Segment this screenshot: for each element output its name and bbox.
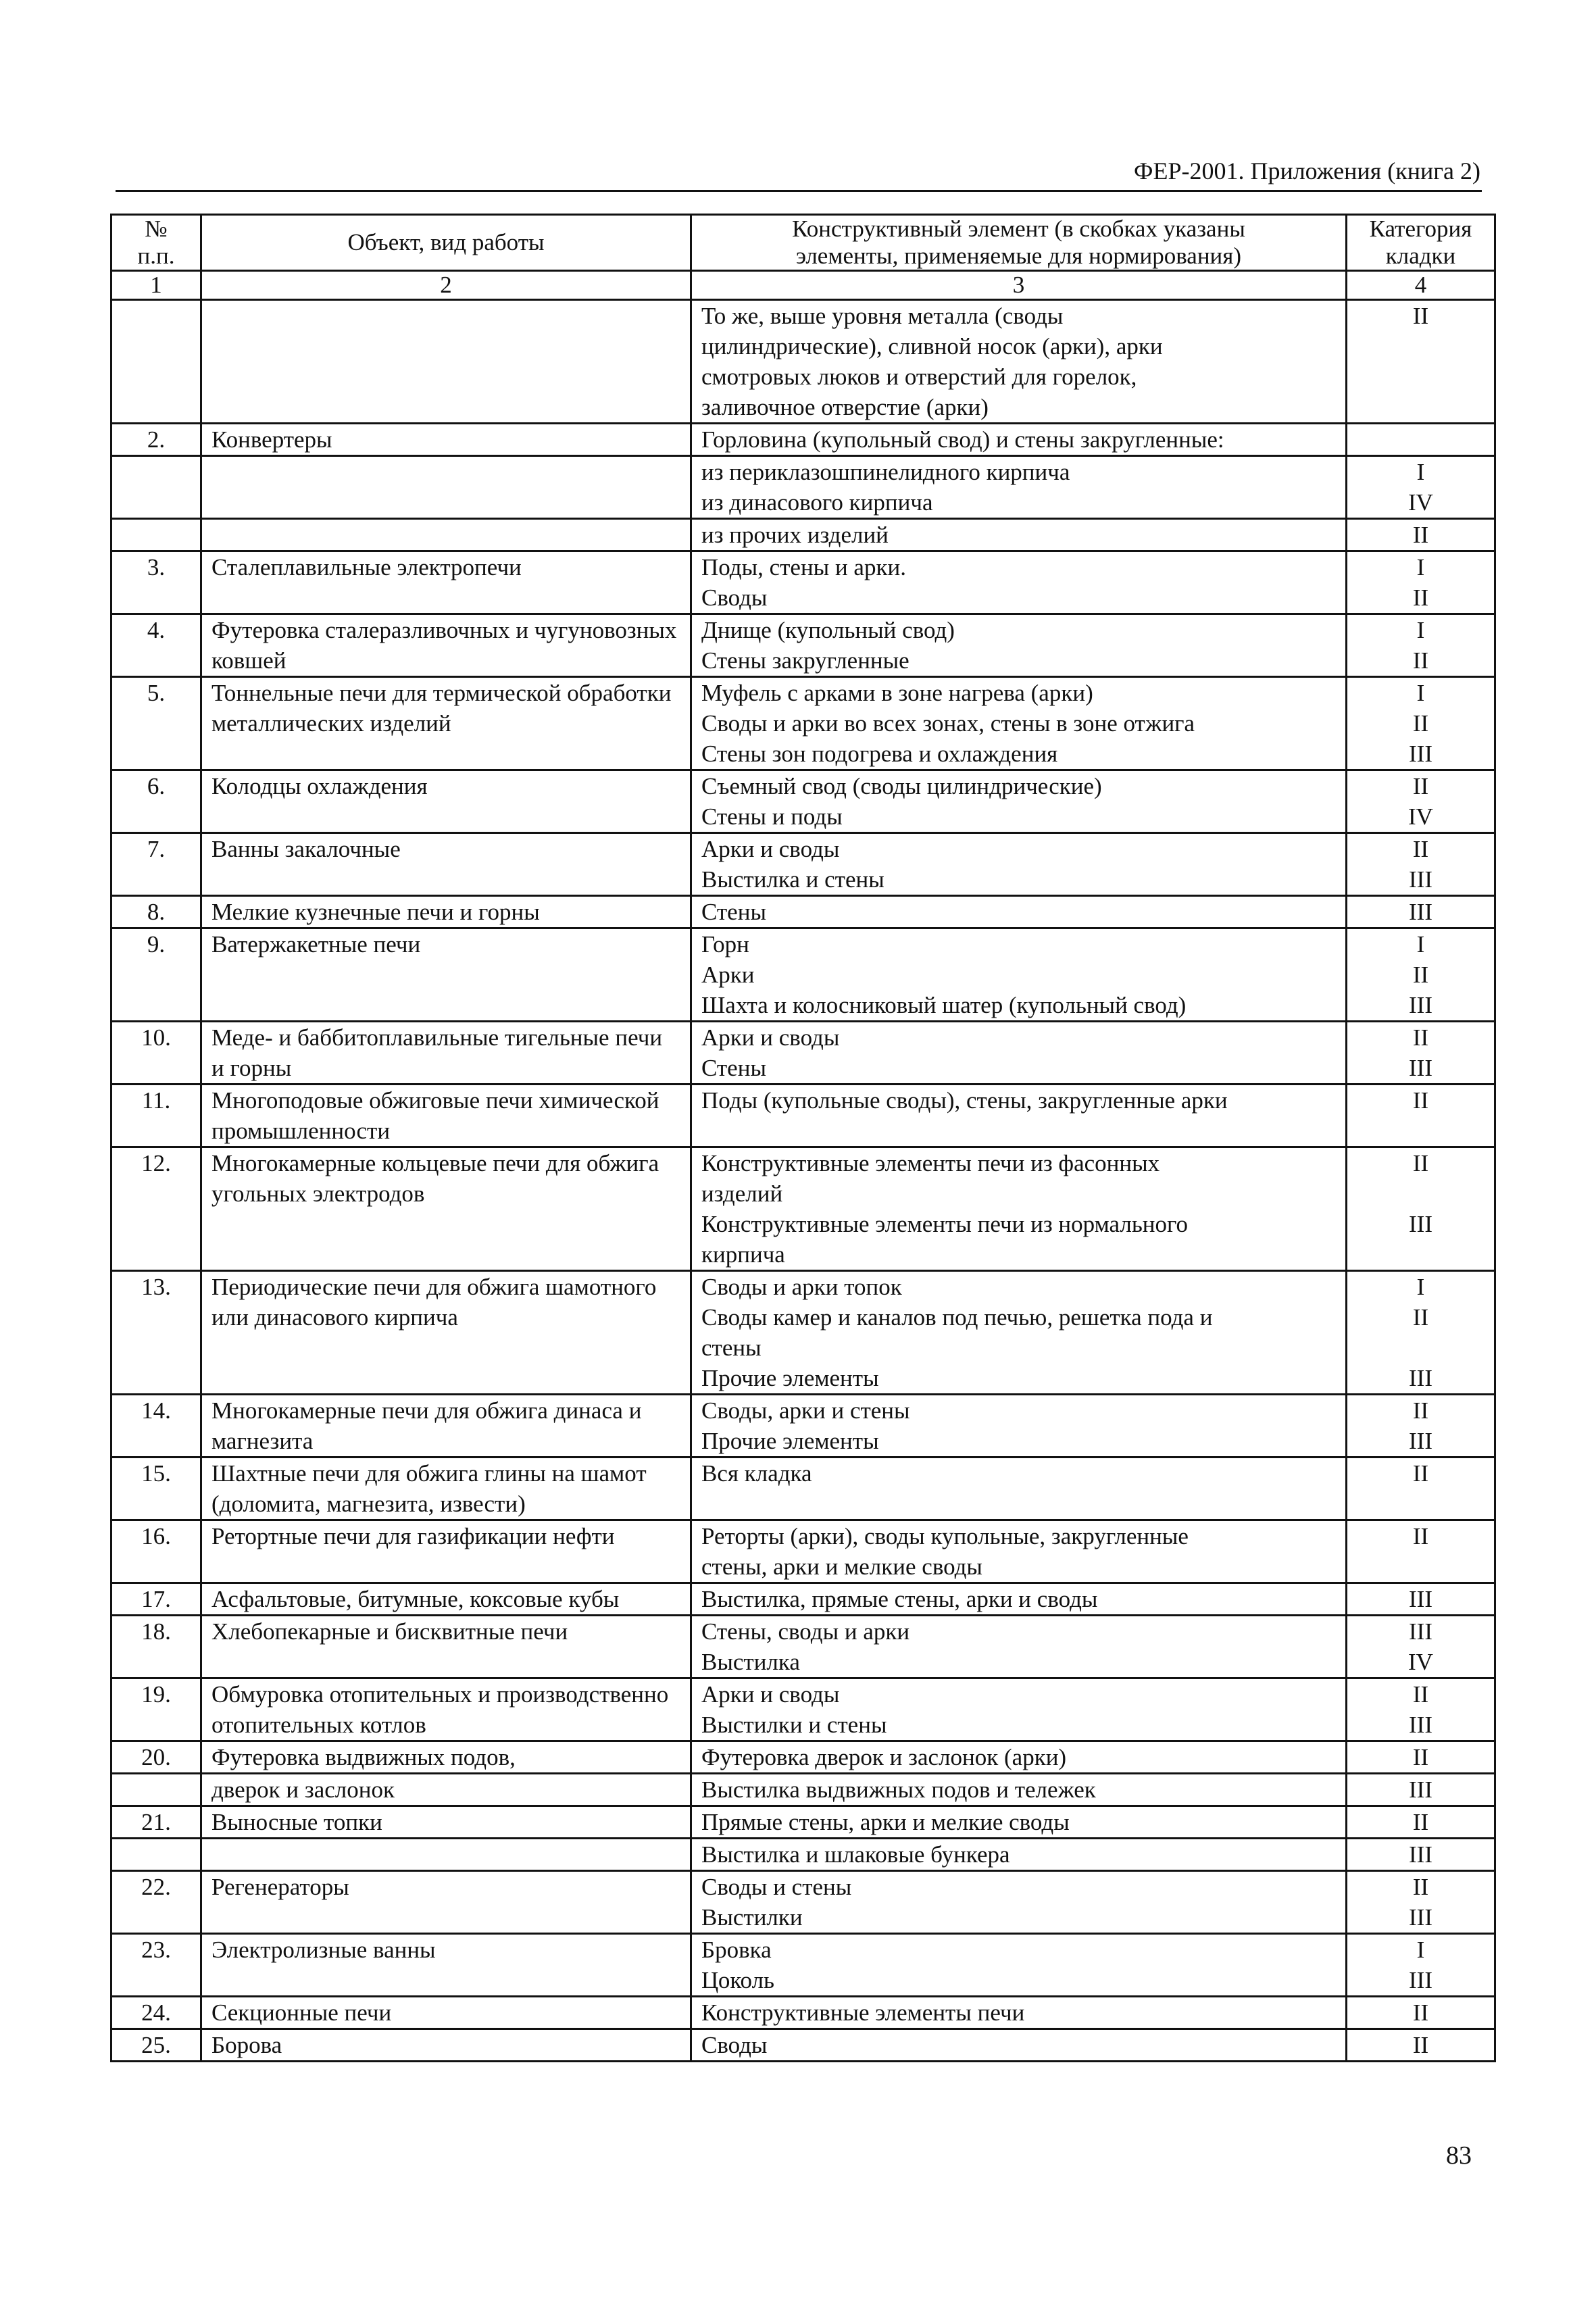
table-row <box>111 1147 1495 1271</box>
row-element <box>691 1934 1347 1997</box>
element-line: Стены и поды <box>701 803 843 830</box>
category-value: III <box>1409 1365 1432 1391</box>
column-index: 2 <box>201 271 691 300</box>
category-value: II <box>1412 584 1429 611</box>
row-number: 10. <box>111 1022 201 1085</box>
row-category <box>1347 770 1495 833</box>
table-row <box>111 1839 1495 1871</box>
row-object <box>201 1520 691 1583</box>
row-number: 23. <box>111 1934 201 1997</box>
table-row <box>111 1271 1495 1395</box>
element-line: Арки <box>701 962 755 988</box>
row-number: 17. <box>111 1583 201 1616</box>
category-value: III <box>1409 1776 1432 1803</box>
row-element <box>691 896 1347 928</box>
row-category <box>1347 614 1495 677</box>
row-element <box>691 1678 1347 1741</box>
category-value: I <box>1416 554 1425 580</box>
row-object <box>201 1616 691 1678</box>
row-object <box>201 896 691 928</box>
row-category <box>1347 928 1495 1022</box>
row-element <box>691 456 1347 519</box>
row-number: 13. <box>111 1271 201 1395</box>
element-line: из динасового кирпича <box>701 489 933 516</box>
row-object <box>201 1774 691 1806</box>
element-line: Поды, стены и арки. <box>701 554 906 580</box>
row-element <box>691 677 1347 770</box>
row-category <box>1347 1839 1495 1871</box>
element-line: Выстилки <box>701 1904 803 1931</box>
column-header-element <box>691 215 1347 271</box>
row-category <box>1347 519 1495 551</box>
category-value: IV <box>1408 803 1433 830</box>
object-text: Секционные печи <box>211 1999 392 2026</box>
row-number: 19. <box>111 1678 201 1741</box>
element-line: Горн <box>701 931 749 957</box>
row-category <box>1347 1678 1495 1741</box>
row-object <box>201 1022 691 1085</box>
element-line: изделий <box>701 1180 783 1207</box>
element-line: из периклазошпинелидного кирпича <box>701 459 1070 485</box>
element-line: из прочих изделий <box>701 522 889 548</box>
row-object <box>201 1678 691 1741</box>
row-object <box>201 1997 691 2029</box>
row-element <box>691 300 1347 424</box>
category-value: I <box>1416 459 1425 485</box>
table-row <box>111 1871 1495 1934</box>
row-number: 3. <box>111 551 201 614</box>
table-row <box>111 1678 1495 1741</box>
column-header-number <box>111 215 201 271</box>
category-value: II <box>1412 522 1429 548</box>
table-row <box>111 2029 1495 2062</box>
table-index-row <box>111 271 1495 300</box>
category-value: II <box>1412 647 1429 674</box>
row-category <box>1347 1774 1495 1806</box>
row-category <box>1347 1997 1495 2029</box>
table-row <box>111 1458 1495 1520</box>
row-object <box>201 833 691 896</box>
element-line: Стены зон подогрева и охлаждения <box>701 741 1058 767</box>
element-line: Прямые стены, арки и мелкие своды <box>701 1809 1070 1835</box>
category-value: II <box>1412 303 1429 329</box>
row-number: 14. <box>111 1395 201 1458</box>
header-text: № <box>145 216 168 242</box>
category-value: III <box>1409 1428 1432 1454</box>
row-element <box>691 519 1347 551</box>
table-row <box>111 1934 1495 1997</box>
row-element <box>691 1806 1347 1839</box>
element-line: Арки и своды <box>701 1681 840 1708</box>
category-value: I <box>1416 680 1425 706</box>
row-number: 25. <box>111 2029 201 2062</box>
object-text: Шахтные печи для обжига глины на шамот (доломита, магнезита, извести) <box>211 1460 647 1517</box>
category-value: III <box>1409 1211 1432 1237</box>
header-text: п.п. <box>137 243 175 269</box>
row-element <box>691 1774 1347 1806</box>
table-row <box>111 770 1495 833</box>
table-row <box>111 928 1495 1022</box>
row-element <box>691 1839 1347 1871</box>
row-number: 21. <box>111 1806 201 1839</box>
row-category <box>1347 424 1495 456</box>
element-line: Стены, своды и арки <box>701 1618 910 1645</box>
row-category <box>1347 833 1495 896</box>
row-element <box>691 2029 1347 2062</box>
row-element <box>691 1271 1347 1395</box>
category-value: III <box>1409 1055 1432 1081</box>
table-row <box>111 456 1495 519</box>
row-object <box>201 770 691 833</box>
table-row <box>111 614 1495 677</box>
element-line: стены, арки и мелкие своды <box>701 1553 982 1580</box>
row-element <box>691 551 1347 614</box>
row-object <box>201 1271 691 1395</box>
object-text: Многокамерные кольцевые печи для обжига угольных электродов <box>211 1150 659 1207</box>
element-line: Своды и стены <box>701 1874 852 1900</box>
table-row <box>111 1774 1495 1806</box>
row-category <box>1347 1147 1495 1271</box>
document-header-title: ФЕР-2001. Приложения (книга 2) <box>1134 157 1480 184</box>
row-number: 5. <box>111 677 201 770</box>
row-object <box>201 2029 691 2062</box>
object-text: Конвертеры <box>211 426 332 453</box>
row-category <box>1347 1806 1495 1839</box>
category-value: IV <box>1408 489 1433 516</box>
table-row <box>111 896 1495 928</box>
row-category <box>1347 1741 1495 1774</box>
category-value <box>1357 424 1485 455</box>
header-text: Конструктивный элемент (в скобках указаны <box>792 216 1245 242</box>
row-object <box>201 614 691 677</box>
row-object <box>201 1871 691 1934</box>
row-object <box>201 551 691 614</box>
category-value: III <box>1409 1586 1432 1612</box>
element-line: Выстилка и стены <box>701 866 884 893</box>
element-line: Шахта и колосниковый шатер (купольный свод) <box>701 992 1187 1018</box>
category-value: III <box>1409 1712 1432 1738</box>
element-line: Съемный свод (своды цилиндрические) <box>701 773 1102 799</box>
element-line: Муфель с арками в зоне нагрева (арки) <box>701 680 1093 706</box>
object-text: Сталеплавильные электропечи <box>211 554 522 580</box>
row-object <box>201 519 691 551</box>
category-value: II <box>1412 2032 1429 2058</box>
category-value: II <box>1412 1681 1429 1708</box>
object-text: Колодцы охлаждения <box>211 773 428 799</box>
element-line: Арки и своды <box>701 836 840 862</box>
element-line: Выстилки и стены <box>701 1712 887 1738</box>
row-object <box>201 928 691 1022</box>
element-line: Поды (купольные своды), стены, закругленные арки <box>701 1087 1228 1114</box>
row-number <box>111 300 201 424</box>
row-number: 8. <box>111 896 201 928</box>
row-category <box>1347 300 1495 424</box>
table-row <box>111 1395 1495 1458</box>
header-text: элементы, применяемые для нормирования) <box>795 243 1242 269</box>
element-line: Стены закругленные <box>701 647 909 674</box>
element-line: Вся кладка <box>701 1460 812 1487</box>
row-category <box>1347 2029 1495 2062</box>
row-object <box>201 300 691 424</box>
row-number: 20. <box>111 1741 201 1774</box>
object-text: Ватержакетные печи <box>211 931 421 957</box>
category-value: II <box>1412 1523 1429 1549</box>
row-element <box>691 1458 1347 1520</box>
category-value: II <box>1412 1024 1429 1051</box>
table-row <box>111 424 1495 456</box>
element-line: Своды <box>701 2032 768 2058</box>
header-text: кладки <box>1385 243 1456 269</box>
table-body <box>111 300 1495 2062</box>
category-value <box>1357 1239 1485 1270</box>
row-number: 12. <box>111 1147 201 1271</box>
object-text: Меде- и баббитоплавильные тигельные печи и горны <box>211 1024 663 1081</box>
table-row <box>111 1997 1495 2029</box>
row-element <box>691 1147 1347 1271</box>
category-value: II <box>1412 710 1429 737</box>
header-divider <box>116 190 1482 192</box>
category-value: II <box>1412 1874 1429 1900</box>
table-row <box>111 677 1495 770</box>
category-value: III <box>1409 741 1432 767</box>
row-category <box>1347 551 1495 614</box>
row-category <box>1347 677 1495 770</box>
row-element <box>691 1616 1347 1678</box>
table-row <box>111 551 1495 614</box>
object-text: Электролизные ванны <box>211 1937 436 1963</box>
element-line: Выстилка <box>701 1649 800 1675</box>
category-value: IV <box>1408 1649 1433 1675</box>
table-row <box>111 1616 1495 1678</box>
object-text: Обмуровка отопительных и производственно отопительных котлов <box>211 1681 669 1738</box>
table-row <box>111 1520 1495 1583</box>
category-value: II <box>1412 773 1429 799</box>
category-value: II <box>1412 1087 1429 1114</box>
row-object <box>201 1085 691 1147</box>
table-row <box>111 1022 1495 1085</box>
row-number <box>111 519 201 551</box>
row-object <box>201 1839 691 1871</box>
element-line: Стены <box>701 899 766 925</box>
row-category <box>1347 896 1495 928</box>
row-element <box>691 833 1347 896</box>
object-text: Асфальтовые, битумные, коксовые кубы <box>211 1586 620 1612</box>
element-line: кирпича <box>701 1241 785 1268</box>
row-number: 2. <box>111 424 201 456</box>
element-line: Бровка <box>701 1937 772 1963</box>
category-value: II <box>1412 1809 1429 1835</box>
row-category <box>1347 1871 1495 1934</box>
element-line: Футеровка дверок и заслонок (арки) <box>701 1744 1067 1770</box>
element-line: Своды <box>701 584 768 611</box>
element-line: Своды и арки во всех зонах, стены в зоне отжига <box>701 710 1195 737</box>
element-line: Стены <box>701 1055 766 1081</box>
row-element <box>691 770 1347 833</box>
row-element <box>691 1395 1347 1458</box>
row-element <box>691 1583 1347 1616</box>
category-value: I <box>1416 1274 1425 1300</box>
row-category <box>1347 1520 1495 1583</box>
row-number: 16. <box>111 1520 201 1583</box>
object-text: Футеровка сталеразливочных и чугуновозных ковшей <box>211 617 677 674</box>
object-text: Выносные топки <box>211 1809 382 1835</box>
row-number: 24. <box>111 1997 201 2029</box>
element-line: Своды, арки и стены <box>701 1397 910 1424</box>
row-object <box>201 1458 691 1520</box>
table-row <box>111 1085 1495 1147</box>
element-line: Конструктивные элементы печи <box>701 1999 1025 2026</box>
row-number: 15. <box>111 1458 201 1520</box>
category-value: III <box>1409 866 1432 893</box>
row-element <box>691 1085 1347 1147</box>
row-number: 7. <box>111 833 201 896</box>
column-index: 1 <box>111 271 201 300</box>
category-value: III <box>1409 1618 1432 1645</box>
row-element <box>691 424 1347 456</box>
header-text: Категория <box>1369 216 1472 242</box>
element-line: Своды и арки топок <box>701 1274 902 1300</box>
element-line: Прочие элементы <box>701 1365 879 1391</box>
category-value <box>1357 1333 1485 1363</box>
row-object <box>201 1934 691 1997</box>
row-object <box>201 677 691 770</box>
row-object <box>201 1806 691 1839</box>
object-text: дверок и заслонок <box>211 1776 395 1803</box>
row-object <box>201 1147 691 1271</box>
row-object <box>201 1583 691 1616</box>
row-element <box>691 614 1347 677</box>
row-element <box>691 928 1347 1022</box>
element-line: Выстилка и шлаковые бункера <box>701 1841 1010 1868</box>
element-line: Днище (купольный свод) <box>701 617 955 643</box>
column-index: 3 <box>691 271 1347 300</box>
element-line: Выстилка, прямые стены, арки и своды <box>701 1586 1098 1612</box>
object-text: Многоподовые обжиговые печи химической промышленности <box>211 1087 659 1144</box>
row-category <box>1347 1458 1495 1520</box>
column-index: 4 <box>1347 271 1495 300</box>
category-value <box>1357 1178 1485 1209</box>
table-row <box>111 833 1495 896</box>
row-category <box>1347 1616 1495 1678</box>
element-line: заливочное отверстие (арки) <box>701 394 989 420</box>
page-number: 83 <box>1446 2141 1472 2170</box>
category-value: II <box>1412 1460 1429 1487</box>
element-line: Арки и своды <box>701 1024 840 1051</box>
row-object <box>201 424 691 456</box>
row-number: 11. <box>111 1085 201 1147</box>
object-text: Мелкие кузнечные печи и горны <box>211 899 540 925</box>
category-value: III <box>1409 1904 1432 1931</box>
object-text: Регенераторы <box>211 1874 349 1900</box>
element-line: Выстилка выдвижных подов и тележек <box>701 1776 1096 1803</box>
element-line: Своды камер и каналов под печью, решетка пода и <box>701 1304 1213 1330</box>
category-value: III <box>1409 1841 1432 1868</box>
category-value: I <box>1416 1937 1425 1963</box>
row-element <box>691 1520 1347 1583</box>
object-text: Борова <box>211 2032 282 2058</box>
category-value: I <box>1416 931 1425 957</box>
element-line: Прочие элементы <box>701 1428 879 1454</box>
row-object <box>201 1741 691 1774</box>
element-line: То же, выше уровня металла (своды <box>701 303 1064 329</box>
category-value: II <box>1412 1304 1429 1330</box>
object-text: Периодические печи для обжига шамотного или динасового кирпича <box>211 1274 657 1330</box>
category-value: II <box>1412 1397 1429 1424</box>
object-text: Ванны закалочные <box>211 836 401 862</box>
column-header-object: Объект, вид работы <box>201 215 691 271</box>
row-object <box>201 456 691 519</box>
table-row <box>111 1741 1495 1774</box>
category-value: II <box>1412 1999 1429 2026</box>
row-number: 18. <box>111 1616 201 1678</box>
row-number: 22. <box>111 1871 201 1934</box>
table-header-row <box>111 215 1495 271</box>
row-element <box>691 1022 1347 1085</box>
row-number <box>111 1839 201 1871</box>
object-text: Хлебопекарные и бисквитные печи <box>211 1618 568 1645</box>
row-number: 6. <box>111 770 201 833</box>
category-value: III <box>1409 1967 1432 1993</box>
row-category <box>1347 1395 1495 1458</box>
object-text: Тоннельные печи для термической обработки металлических изделий <box>211 680 672 737</box>
row-category <box>1347 1934 1495 1997</box>
element-line: цилиндрические), сливной носок (арки), арки <box>701 333 1163 359</box>
category-value: I <box>1416 617 1425 643</box>
category-value: III <box>1409 899 1432 925</box>
table-row <box>111 1583 1495 1616</box>
table-row <box>111 300 1495 424</box>
row-number: 4. <box>111 614 201 677</box>
row-number <box>111 1774 201 1806</box>
row-category <box>1347 1583 1495 1616</box>
category-value: III <box>1409 992 1432 1018</box>
category-value: II <box>1412 836 1429 862</box>
column-header-category <box>1347 215 1495 271</box>
element-line: Горловина (купольный свод) и стены закругленные: <box>701 426 1224 453</box>
row-element <box>691 1997 1347 2029</box>
table-row <box>111 519 1495 551</box>
object-text: Футеровка выдвижных подов, <box>211 1744 516 1770</box>
category-value: II <box>1412 1744 1429 1770</box>
table-row <box>111 1806 1495 1839</box>
row-object <box>201 1395 691 1458</box>
category-value: II <box>1412 962 1429 988</box>
object-text: Ретортные печи для газификации нефти <box>211 1523 615 1549</box>
row-category <box>1347 1271 1495 1395</box>
row-category <box>1347 1022 1495 1085</box>
row-number: 9. <box>111 928 201 1022</box>
element-line: смотровых люков и отверстий для горелок, <box>701 364 1137 390</box>
row-category <box>1347 456 1495 519</box>
element-line: Цоколь <box>701 1967 775 1993</box>
category-value: II <box>1412 1150 1429 1176</box>
row-number <box>111 456 201 519</box>
element-line: Конструктивные элементы печи из фасонных <box>701 1150 1160 1176</box>
masonry-category-table <box>110 214 1496 2062</box>
element-line: Реторты (арки), своды купольные, закругленные <box>701 1523 1189 1549</box>
element-line: стены <box>701 1335 762 1361</box>
row-element <box>691 1741 1347 1774</box>
row-element <box>691 1871 1347 1934</box>
element-line: Конструктивные элементы печи из нормального <box>701 1211 1188 1237</box>
object-text: Многокамерные печи для обжига динаса и магнезита <box>211 1397 642 1454</box>
row-category <box>1347 1085 1495 1147</box>
